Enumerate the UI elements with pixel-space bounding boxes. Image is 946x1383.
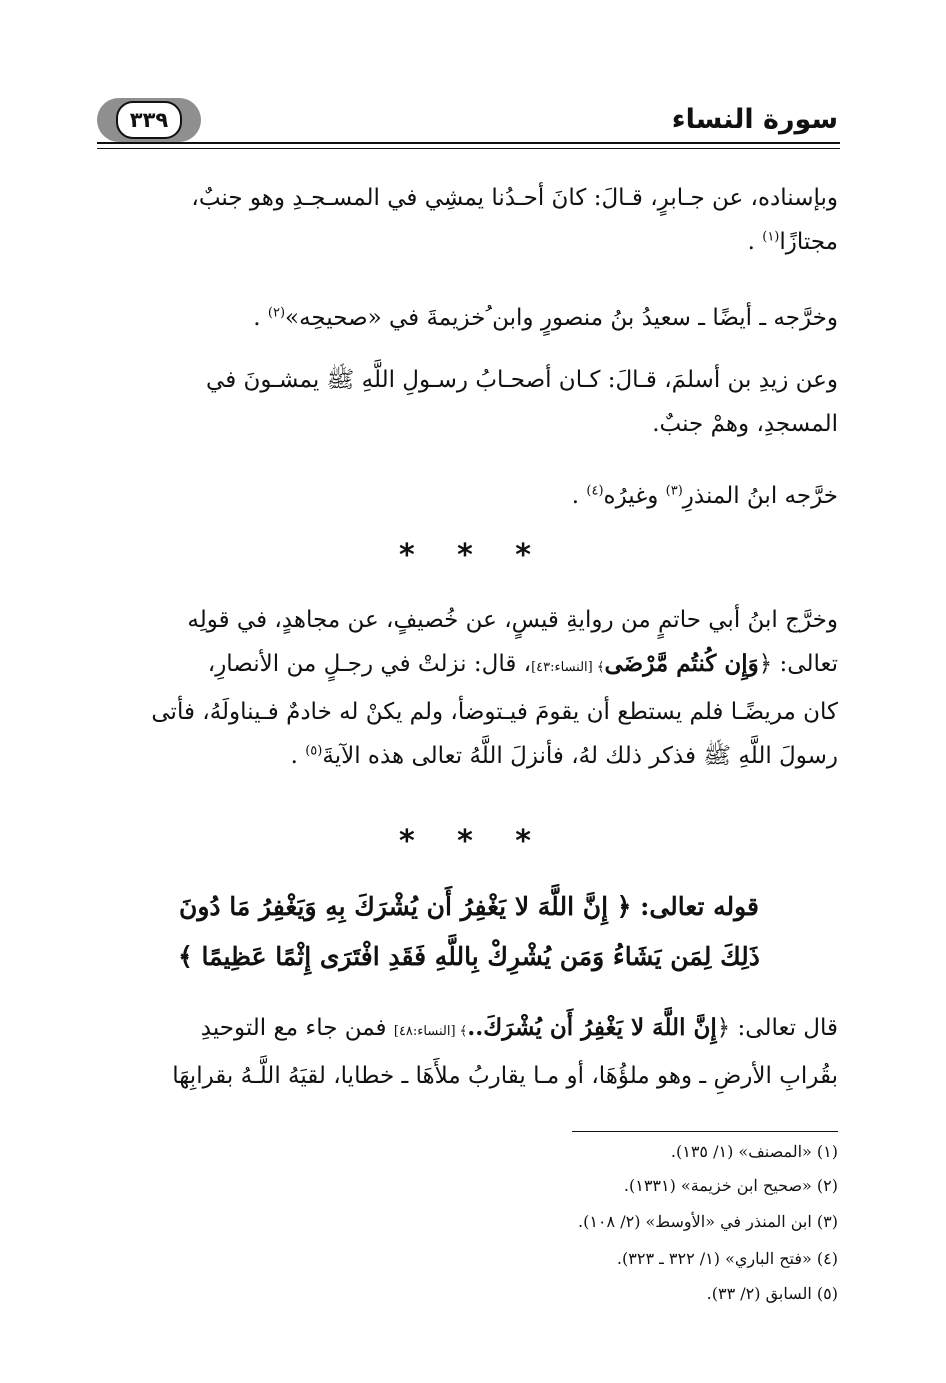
paragraph-end: .: [253, 305, 268, 331]
paragraph-text: ، قال: نزلتْ في رجـلٍ من الأنصارِ،: [207, 651, 532, 677]
verse-reference: ﴾ [النساء:٤٨]: [393, 1024, 468, 1039]
verse-heading: [100, 882, 838, 982]
paragraph-text: وغيرُه: [603, 483, 666, 509]
paragraph-end: .: [571, 483, 587, 509]
quran-verse: وَإِن كُنتُم مَّرْضَى: [604, 650, 759, 677]
footnote-3: (٣) ابن المنذر في «الأوسط» (٢/ ١٠٨).: [578, 1212, 838, 1231]
footnote-rule: [572, 1131, 838, 1132]
paragraph-6: [100, 1006, 838, 1098]
paragraph-text: وخرَّجه ـ أيضًا ـ سعيدُ بنُ منصورٍ وابن ُخزيمةَ في «صحيحِه»: [285, 305, 838, 331]
footnote-marker: (٢): [267, 305, 286, 321]
footnote-marker: (٤): [586, 483, 604, 499]
paragraph-text: قال تعالى: ﴿: [716, 1015, 838, 1041]
surah-title: سورة النساء: [671, 104, 838, 135]
paragraph-1-line-2: [100, 220, 838, 264]
footnote-marker: (٣): [665, 483, 683, 499]
paragraph-5: [100, 598, 838, 778]
verse-heading-line-1: قوله تعالى: ﴿ إِنَّ اللَّهَ لا يَغْفِرُ أَن يُشْرَكَ بِهِ وَيَغْفِرُ مَا دُونَ: [179, 892, 759, 921]
paragraph-3-line-1: وعن زيدِ بن أسلمَ، قـالَ: كـان أصحـابُ رسـولِ اللَّهِ ﷺ يمشـونَ في: [206, 367, 838, 393]
paragraph-text: خرَّجه ابنُ المنذرِ: [682, 483, 838, 509]
footnote-4: (٤) «فتح الباري» (١/ ٣٢٢ ـ ٣٢٣).: [616, 1249, 838, 1268]
footnote-1: (١) «المصنف» (١/ ١٣٥).: [670, 1142, 838, 1161]
paragraph-5-line-2: [100, 642, 838, 690]
quran-verse: إِنَّ اللَّهَ لا يَغْفِرُ أَن يُشْرَكَ..: [467, 1014, 717, 1041]
paragraph-end: .: [747, 229, 763, 255]
header-rule-thick: [97, 142, 840, 144]
footnote-2: (٢) «صحيح ابن خزيمة» (١٣٣١).: [623, 1176, 838, 1195]
page-number-badge: [97, 98, 201, 142]
paragraph-6-line-2: بقُرابِ الأرضِ ـ وهو ملؤُهَا، أو مـا يقاربُ ملأَهَا ـ خطايا، لقيَهُ اللَّـهُ بقرابِهَا: [172, 1063, 838, 1089]
paragraph-5-line-1: وخرَّج ابنُ أبي حاتمٍ من روايةِ قيسٍ، عن خُصيفٍ، عن مجاهدٍ، في قولِه: [187, 607, 838, 633]
paragraph-2: [100, 296, 838, 340]
paragraph-6-line-1: [100, 1006, 838, 1054]
paragraph-1-line-1: وبإسناده، عن جـابرٍ، قـالَ: كانَ أحـدُنا يمشِي في المسـجـدِ وهو جنبٌ،: [191, 185, 838, 211]
paragraph-5-line-3: كان مريضًـا فلم يستطع أن يقومَ فيـتوضأ، ولم يكنْ له خادمٌ فـيناولَهُ، فأتى: [151, 699, 838, 725]
paragraph-text: رسولَ اللَّهِ ﷺ فذكر ذلك لهُ، فأنزلَ اللَّهُ تعالى هذه الآيةَ: [322, 743, 838, 769]
paragraph-text: مجتازًا: [779, 229, 838, 255]
footnote-marker: (١): [762, 229, 780, 245]
section-separator: * * *: [399, 538, 547, 573]
paragraph-3: [100, 358, 838, 446]
page-number: ٣٣٩: [116, 101, 182, 139]
paragraph-text: تعالى: ﴿: [758, 651, 838, 677]
paragraph-1: [100, 176, 838, 264]
footnote-5: (٥) السابق (٢/ ٣٣).: [706, 1284, 838, 1303]
paragraph-text: فمن جاء مع التوحيدِ: [200, 1015, 394, 1041]
paragraph-3-line-2: المسجدِ، وهمْ جنبٌ.: [652, 411, 838, 437]
header-rule-thin: [97, 148, 840, 149]
section-separator: * * *: [399, 824, 547, 859]
paragraph-4: [100, 474, 838, 518]
footnote-marker: (٥): [305, 743, 323, 759]
verse-heading-line-2: ذَلِكَ لِمَن يَشَاءُ وَمَن يُشْرِكْ بِاللَّهِ فَقَدِ افْتَرَى إِثْمًا عَظِيمًا ﴾: [178, 942, 760, 971]
paragraph-end: .: [290, 743, 306, 769]
paragraph-5-line-4: [100, 734, 838, 778]
verse-reference: ﴾ [النساء:٤٣]: [531, 660, 605, 675]
